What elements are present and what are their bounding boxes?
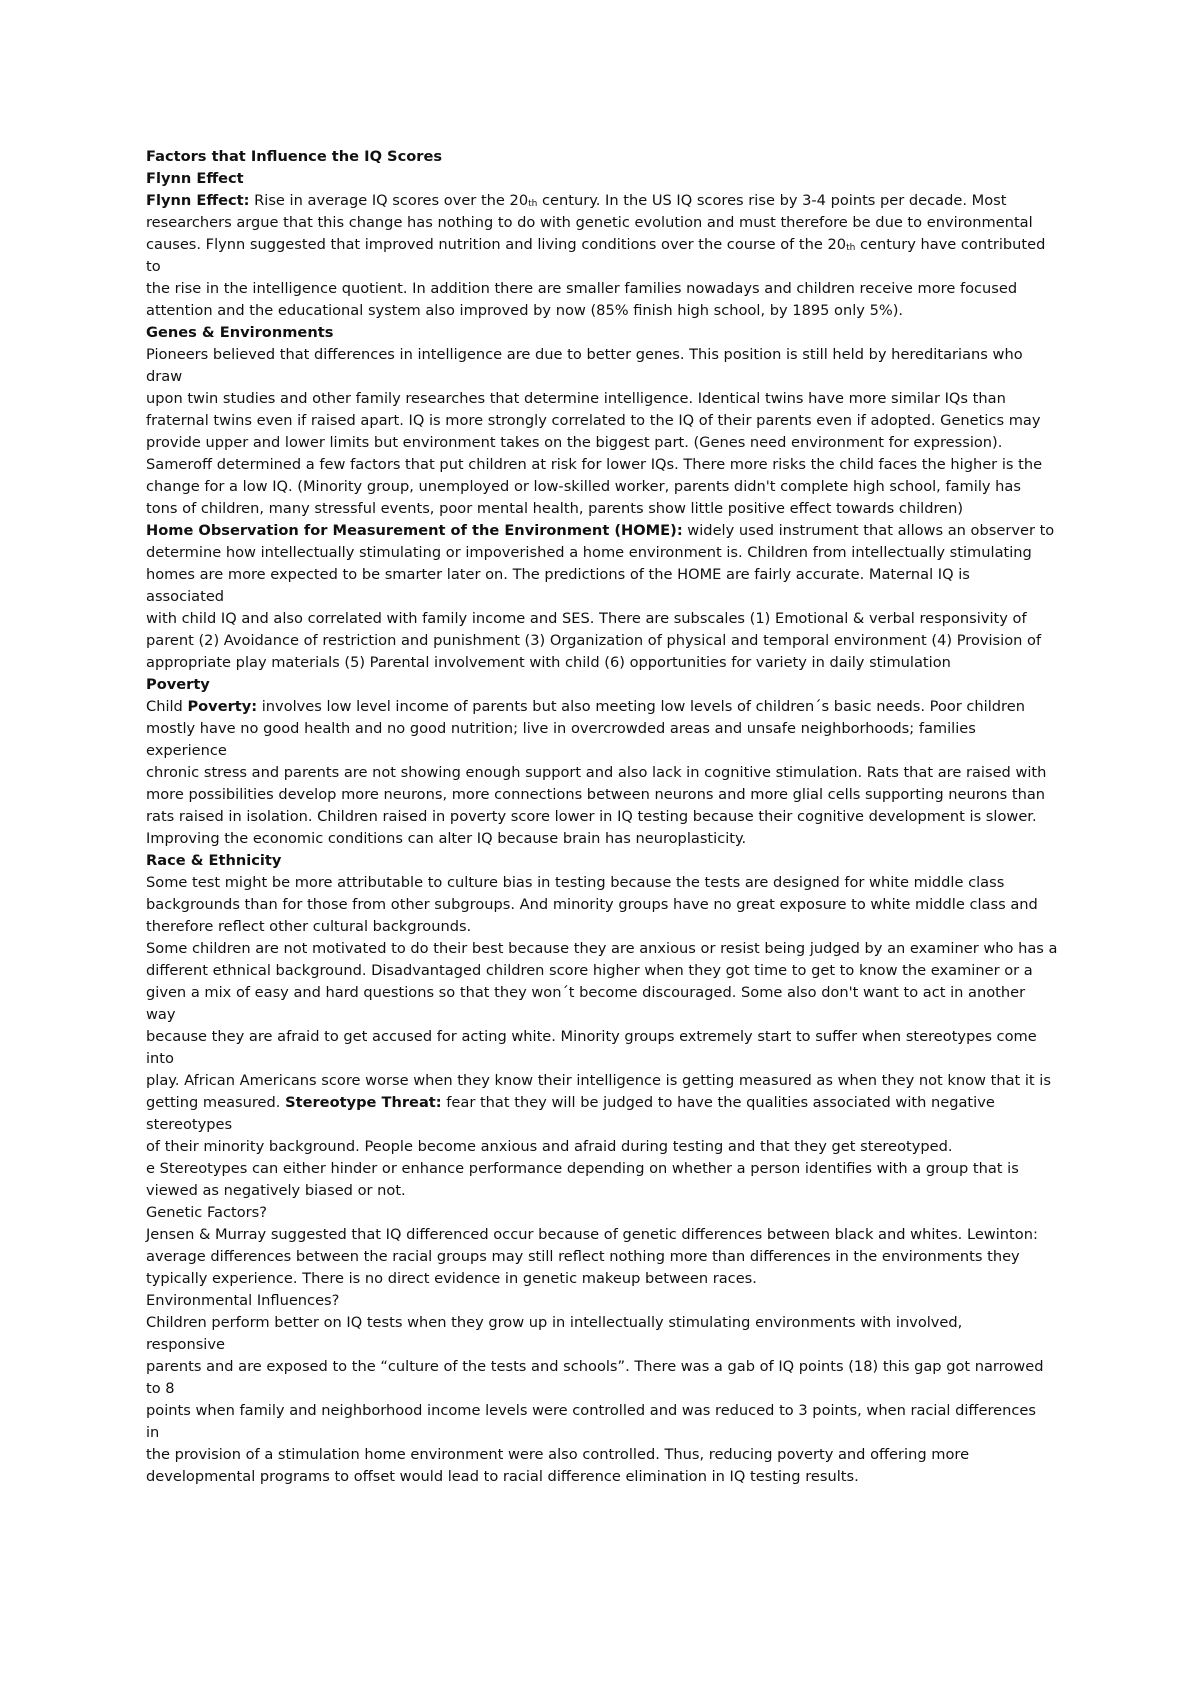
paragraph-line: Pioneers believed that differences in intelligence are due to better genes. This position is still held by hereditarians who (146, 346, 1023, 363)
paragraph-line: parent (2) Avoidance of restriction and punishment (3) Organization of physical and temporal environment (4) Provision of (146, 632, 1042, 649)
heading-flynn-effect: Flynn Effect (146, 170, 244, 187)
paragraph-line: because they are afraid to get accused for acting white. Minority groups extremely start to suffer when stereotypes come (146, 1028, 1037, 1045)
paragraph-line: experience (146, 742, 227, 759)
paragraph-line: Children perform better on IQ tests when they grow up in intellectually stimulating environments with involved, (146, 1314, 963, 1331)
text-span: widely used instrument that allows an observer to (682, 522, 1055, 539)
paragraph-line: with child IQ and also correlated with family income and SES. There are subscales (1) Emotional & verbal responsivity of (146, 610, 1027, 627)
paragraph-line: more possibilities develop more neurons, more connections between neurons and more glial cells supporting neurons than (146, 786, 1046, 803)
paragraph-line: homes are more expected to be smarter later on. The predictions of the HOME are fairly accurate. Maternal IQ is (146, 566, 970, 583)
paragraph-line: backgrounds than for those from other subgroups. And minority groups have no great exposure to white middle class and (146, 896, 1038, 913)
paragraph-line: e Stereotypes can either hinder or enhance performance depending on whether a person identifies with a group that is (146, 1160, 1019, 1177)
paragraph-line: determine how intellectually stimulating or impoverished a home environment is. Children from intellectually stimulating (146, 544, 1032, 561)
paragraph-line: mostly have no good health and no good nutrition; live in overcrowded areas and unsafe neighborhoods; families (146, 720, 976, 737)
heading-race-ethnicity: Race & Ethnicity (146, 852, 282, 869)
paragraph-line: attention and the educational system also improved by now (85% finish high school, by 1895 only 5%). (146, 302, 904, 319)
paragraph-line: given a mix of easy and hard questions so that they won´t become discouraged. Some also don't want to act in another (146, 984, 1026, 1001)
document-page (146, 146, 1074, 1488)
paragraph-line: researchers argue that this change has nothing to do with genetic evolution and must therefore be due to environmental (146, 214, 1033, 231)
paragraph-line: stereotypes (146, 1116, 233, 1133)
paragraph-line: Improving the economic conditions can alter IQ because brain has neuroplasticity. (146, 830, 747, 847)
term-home: Home Observation for Measurement of the Environment (HOME): (146, 522, 683, 539)
paragraph-line: play. African Americans score worse when they know their intelligence is getting measured as when they not know that it is (146, 1072, 1051, 1089)
paragraph-line: Some test might be more attributable to culture bias in testing because the tests are designed for white middle class (146, 874, 1005, 891)
paragraph-line (146, 1092, 1074, 1114)
term-flynn-effect: Flynn Effect: (146, 192, 250, 209)
heading-environmental-influences: Environmental Influences? (146, 1292, 340, 1309)
paragraph-line: different ethnical background. Disadvantaged children score higher when they got time to get to know the examiner or a (146, 962, 1033, 979)
paragraph-line: Jensen & Murray suggested that IQ differenced occur because of genetic differences between black and whites. Lewinton: (146, 1226, 1038, 1243)
paragraph-line: therefore reflect other cultural backgrounds. (146, 918, 472, 935)
paragraph-line: provide upper and lower limits but environment takes on the biggest part. (Genes need environment for expression). (146, 434, 1003, 451)
paragraph-line: responsive (146, 1336, 225, 1353)
paragraph-line: of their minority background. People become anxious and afraid during testing and that they get stereotyped. (146, 1138, 953, 1155)
paragraph-line: Sameroff determined a few factors that put children at risk for lower IQs. There more risks the child faces the higher is the (146, 456, 1043, 473)
paragraph-line: associated (146, 588, 225, 605)
paragraph-line: into (146, 1050, 174, 1067)
paragraph-line: in (146, 1424, 160, 1441)
paragraph-line: typically experience. There is no direct evidence in genetic makeup between races. (146, 1270, 757, 1287)
paragraph-line: developmental programs to offset would lead to racial difference elimination in IQ testing results. (146, 1468, 859, 1485)
paragraph-line: the provision of a stimulation home environment were also controlled. Thus, reducing poverty and offering more (146, 1446, 970, 1463)
heading-genes-environments: Genes & Environments (146, 324, 334, 341)
text-span: fear that they will be judged to have the qualities associated with negative (441, 1094, 995, 1111)
paragraph-line: to (146, 258, 161, 275)
paragraph-line: change for a low IQ. (Minority group, unemployed or low-skilled worker, parents didn't complete high school, family has (146, 478, 1021, 495)
paragraph-line: rats raised in isolation. Children raised in poverty score lower in IQ testing because their cognitive development is slower. (146, 808, 1037, 825)
paragraph-line: appropriate play materials (5) Parental involvement with child (6) opportunities for variety in daily stimulation (146, 654, 951, 671)
text-span: century. In the US IQ scores rise by 3-4 points per decade. Most (537, 192, 1007, 209)
term-stereotype-threat: Stereotype Threat: (285, 1094, 442, 1111)
term-poverty: Poverty: (187, 698, 258, 715)
paragraph-line: upon twin studies and other family researches that determine intelligence. Identical twins have more similar IQs than (146, 390, 1006, 407)
paragraph-line: chronic stress and parents are not showing enough support and also lack in cognitive stimulation. Rats that are raised with (146, 764, 1047, 781)
text-span: century have contributed (855, 236, 1046, 253)
text-span: Rise in average IQ scores over the 20 (249, 192, 529, 209)
paragraph-line: draw (146, 368, 183, 385)
paragraph-line: to 8 (146, 1380, 175, 1397)
text-span: involves low level income of parents but also meeting low levels of children´s basic needs. Poor children (257, 698, 1025, 715)
ordinal-suffix: th (846, 243, 856, 253)
paragraph-line: viewed as negatively biased or not. (146, 1182, 406, 1199)
paragraph-line: Some children are not motivated to do their best because they are anxious or resist being judged by an examiner who has a (146, 940, 1058, 957)
paragraph-line: points when family and neighborhood income levels were controlled and was reduced to 3 points, when racial differences (146, 1402, 1036, 1419)
paragraph-line (146, 696, 1074, 718)
document-title: Factors that Influence the IQ Scores (146, 148, 443, 165)
paragraph-line: average differences between the racial groups may still reflect nothing more than differences in the environments they (146, 1248, 1020, 1265)
paragraph-line (146, 234, 1074, 256)
paragraph-line (146, 190, 1074, 212)
paragraph-line: the rise in the intelligence quotient. In addition there are smaller families nowadays and children receive more focused (146, 280, 1018, 297)
heading-genetic-factors: Genetic Factors? (146, 1204, 267, 1221)
paragraph-line: way (146, 1006, 176, 1023)
paragraph-line (146, 520, 1074, 542)
paragraph-line: fraternal twins even if raised apart. IQ is more strongly correlated to the IQ of their parents even if adopted. Genetics may (146, 412, 1041, 429)
ordinal-suffix: th (528, 199, 538, 209)
heading-poverty: Poverty (146, 676, 210, 693)
paragraph-line: parents and are exposed to the “culture of the tests and schools”. There was a gab of IQ points (18) this gap got narrowed (146, 1358, 1044, 1375)
text-span: causes. Flynn suggested that improved nutrition and living conditions over the course of the 20 (146, 236, 847, 253)
paragraph-line: tons of children, many stressful events, poor mental health, parents show little positive effect towards children) (146, 500, 964, 517)
text-span: Child (146, 698, 188, 715)
text-span: getting measured. (146, 1094, 286, 1111)
